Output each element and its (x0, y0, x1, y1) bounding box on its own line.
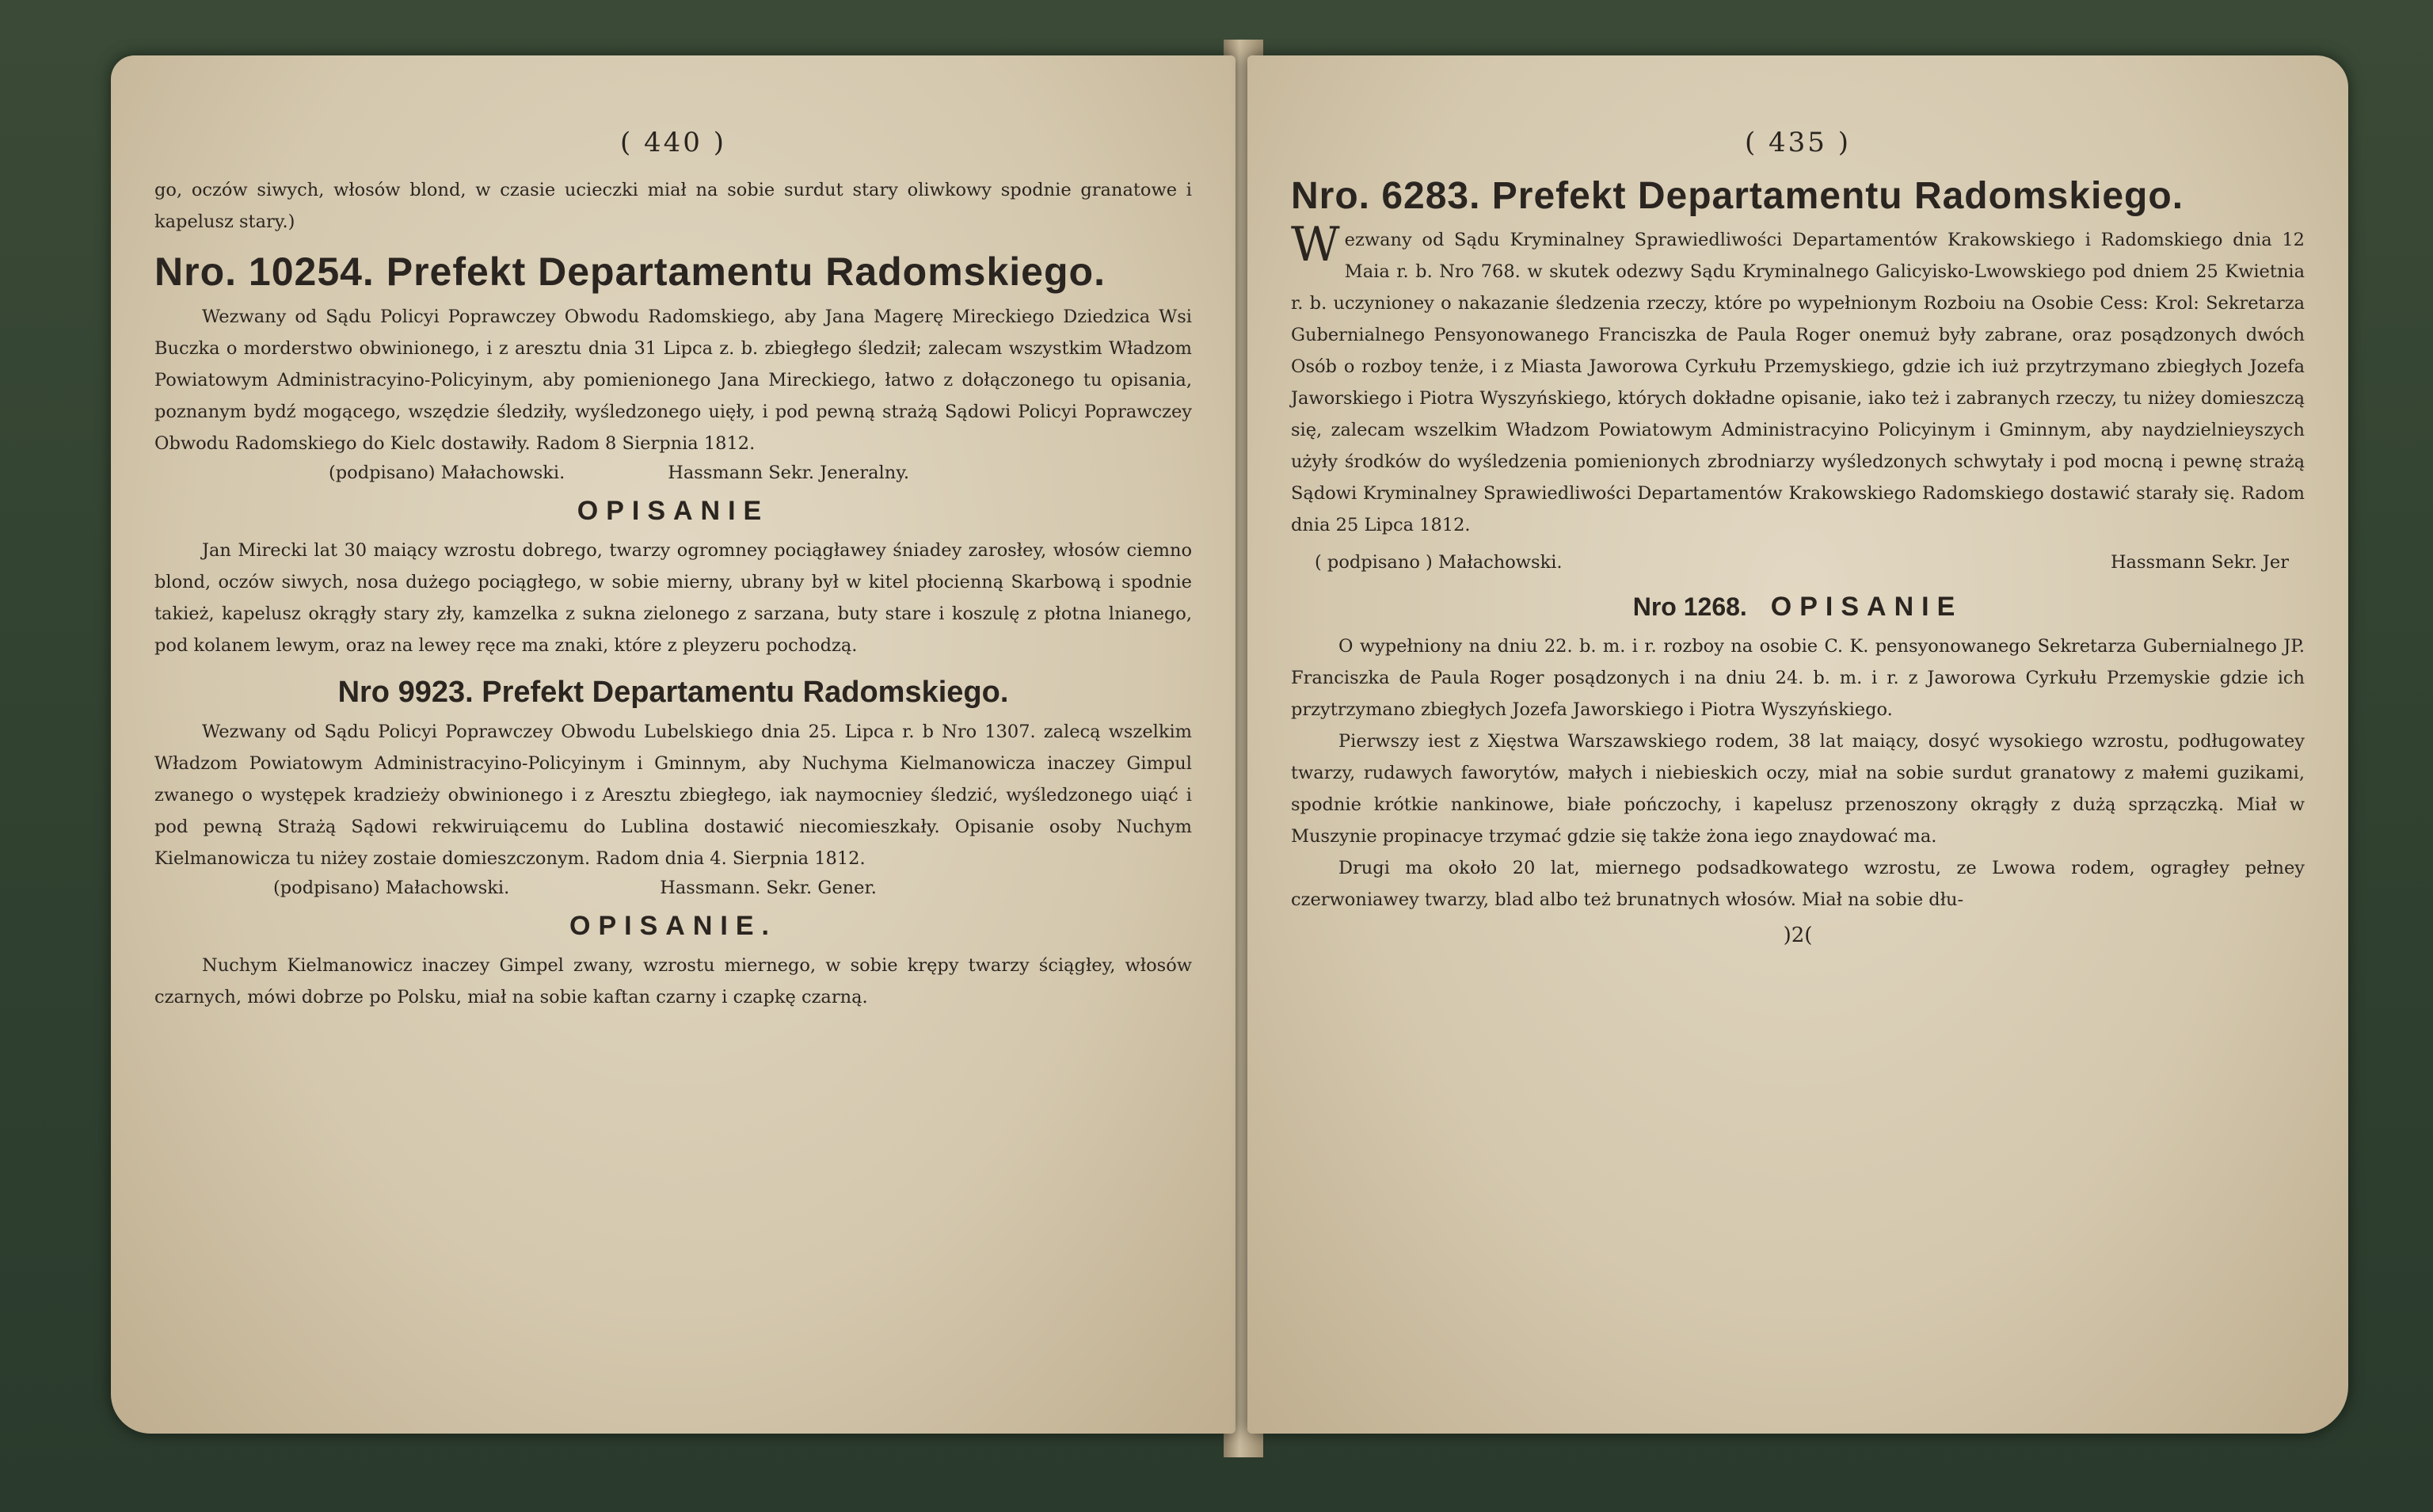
opisanie-body: Jan Mirecki lat 30 maiący wzrostu dobrego, twarzy ogromney pociągławey śniadey zarosłey, włosów ciemno blond, oczów siwych, nosa dużego pociągłego, w sobie mierny, ubrany był w kitel płocienną Skarbową i spodnie takież, kapelusz okrągły stary zły, kamzelka z sukna zielonego z sarzana, buty stare i koszulę z płotna lnianego, pod kolanem lewym, oraz na lewey ręce ma znaki, które z pleyzeru pochodzą. (154, 540, 1192, 656)
opisanie-header (1291, 592, 2305, 623)
opisanie-title: OPISANIE (577, 496, 770, 526)
notice-body: Wezwany od Sądu Policyi Poprawczey Obwodu Lubelskiego dnia 25. Lipca r. b Nro 1307. zalecą wszelkim Władzom Powiatowym Administracyino-Policyinym i Gminnym, aby Nuchyma Kielmanowicza inaczey Gimpul zwanego o występek kradzieży obwinionego i z Aresztu zbiegłego, iak naymocniey śledzić, wyśledzonego uiąć i pod pewną Strażą Sądowi rekwiruiącemu do Lublina dostawić niecomieszkały. Opisanie osoby Nuchym Kielmanowicza tu niżey zostaie domieszczonym. Radom dnia 4. Sierpnia 1812. (154, 722, 1192, 869)
notice-heading: Nro 9923. Prefekt Departamentu Radomskiego. (337, 676, 1009, 709)
secretary: Hassmann Sekr. Jer (2110, 552, 2289, 573)
opisanie-number: Nro 1268. (1632, 592, 1747, 621)
secretary: Hassmann. Sekr. Gener. (660, 878, 877, 898)
signed-by: (podpisano) Małachowski. (273, 878, 510, 898)
right-page (1247, 55, 2348, 1434)
notice-body-text: ezwany od Sądu Kryminalney Sprawiedliwości Departamentów Krakowskiego i Radomskiego dnia 12 Maia r. b. Nro 768. w skutek odezwy Sądu Kryminalnego Galicyisko-Lwowskiego pod dniem 25 Kwietnia r. b. uczynioney o nakazanie śledzenia rzeczy, które po wypełnionym Rozboiu na Osobie Cess: Krol: Sekretarza Gubernialnego Pensyonowanego Franciszka de Paula Roger onemuż były zabrane, oraz posądzonych dwóch Osób o rozboy tenże, i z Miasta Jaworowa Cyrkułu Przemyskiego, gdzie ich iuż przytrzymano zbiegłych Jozefa Jaworskiego i Piotra Wyszyńskiego, których dokładne opisanie, iako też i zabranych rzeczy, tu niżey domieszczą się, zalecam wszelkim Władzom Powiatowym Administracyino Policyinym i Gminnym, aby naydzielnieyszych użyły środków do wyśledzenia pomienionych zbrodniarzy wyśledzonych schwytały i pod mocną i pewnę strażą Sądowi Kryminalney Sprawiedliwości Departamentów Krakowskiego Radomskiego dostawić starały się. Radom dnia 25 Lipca 1812. (1291, 230, 2305, 535)
signed-by: ( podpisano ) Małachowski. (1315, 552, 1563, 573)
notice-heading: Nro. 10254. Prefekt Departamentu Radomskiego. (154, 249, 1106, 294)
page-number: ( 440 ) (619, 127, 727, 158)
signature-line (1315, 552, 2289, 573)
notice-body (1291, 217, 2305, 541)
opisanie-body: Nuchym Kielmanowicz inaczey Gimpel zwany, wzrostu miernego, w sobie krępy twarzy ściągłey, włosów czarnych, mówi dobrze po Polsku, miał na sobie kaftan czarny i czapkę czarną. (154, 955, 1192, 1007)
left-page (111, 55, 1236, 1434)
continuation-text: go, oczów siwych, włosów blond, w czasie ucieczki miał na sobie surdut stary oliwkowy spodnie granatowe i kapelusz stary.) (154, 180, 1192, 232)
opisanie-title: OPISANIE. (569, 911, 777, 941)
opisanie-paragraph-2: Drugi ma około 20 lat, miernego podsadkowatego wzrostu, ze Lwowa rodem, ogragłey pełney czerwoniawey twarzy, blad albo też brunatnych włosów. Miał na sobie dłu- (1291, 858, 2305, 910)
notice-heading: Nro. 6283. Prefekt Departamentu Radomskiego. (1291, 175, 2184, 217)
opisanie-intro: O wypełniony na dniu 22. b. m. i r. rozboy na osobie C. K. pensyonowanego Sekretarza Gubernialnego JP. Franciszka de Paula Roger posądzonych i na dniu 24. b. m. i r. z Jaworowa Cyrkułu Przemyskie gdzie ich przytrzymano zbiegłych Jozefa Jaworskiego i Piotra Wyszyńskiego. (1291, 636, 2305, 720)
notice-body: Wezwany od Sądu Policyi Poprawczey Obwodu Radomskiego, aby Jana Magerę Mireckiego Dziedzica Wsi Buczka o morderstwo obwinionego, i z aresztu dnia 31 Lipca z. b. zbiegłego śledził; zalecam wszystkim Władzom Powiatowym Administracyino-Policyinym, aby pomienionego Jana Mireckiego, łatwo z dołączonego tu opisania, poznanym bydź mogącego, wszędzie śledziły, wyśledzonego uięły, i pod pewną strażą Sądowi Policyi Poprawczey Obwodu Radomskiego do Kielc dostawiły. Radom 8 Sierpnia 1812. (154, 307, 1192, 454)
catchword: )2( (1783, 924, 1813, 947)
opisanie-title: OPISANIE (1770, 592, 1963, 622)
signed-by: (podpisano) Małachowski. (329, 463, 565, 483)
page-number: ( 435 ) (1744, 127, 1852, 158)
opisanie-paragraph-1: Pierwszy iest z Xięstwa Warszawskiego rodem, 38 lat maiący, dosyć wysokiego wzrostu, podługowatey twarzy, rudawych faworytów, małych i niebieskich oczy, miał na sobie surdut granatowy z małemi guzikami, spodnie krótkie nankinowe, białe pończochy, i kapelusz przenoszony okrągły z dużą sprzączką. Miał w Muszynie propinacye trzymać gdzie się także żona iego znaydować ma. (1291, 731, 2305, 847)
secretary: Hassmann Sekr. Jeneralny. (668, 463, 910, 483)
signature-line (154, 878, 1192, 898)
drop-cap: W (1291, 217, 1340, 272)
signature-line (154, 463, 1192, 483)
